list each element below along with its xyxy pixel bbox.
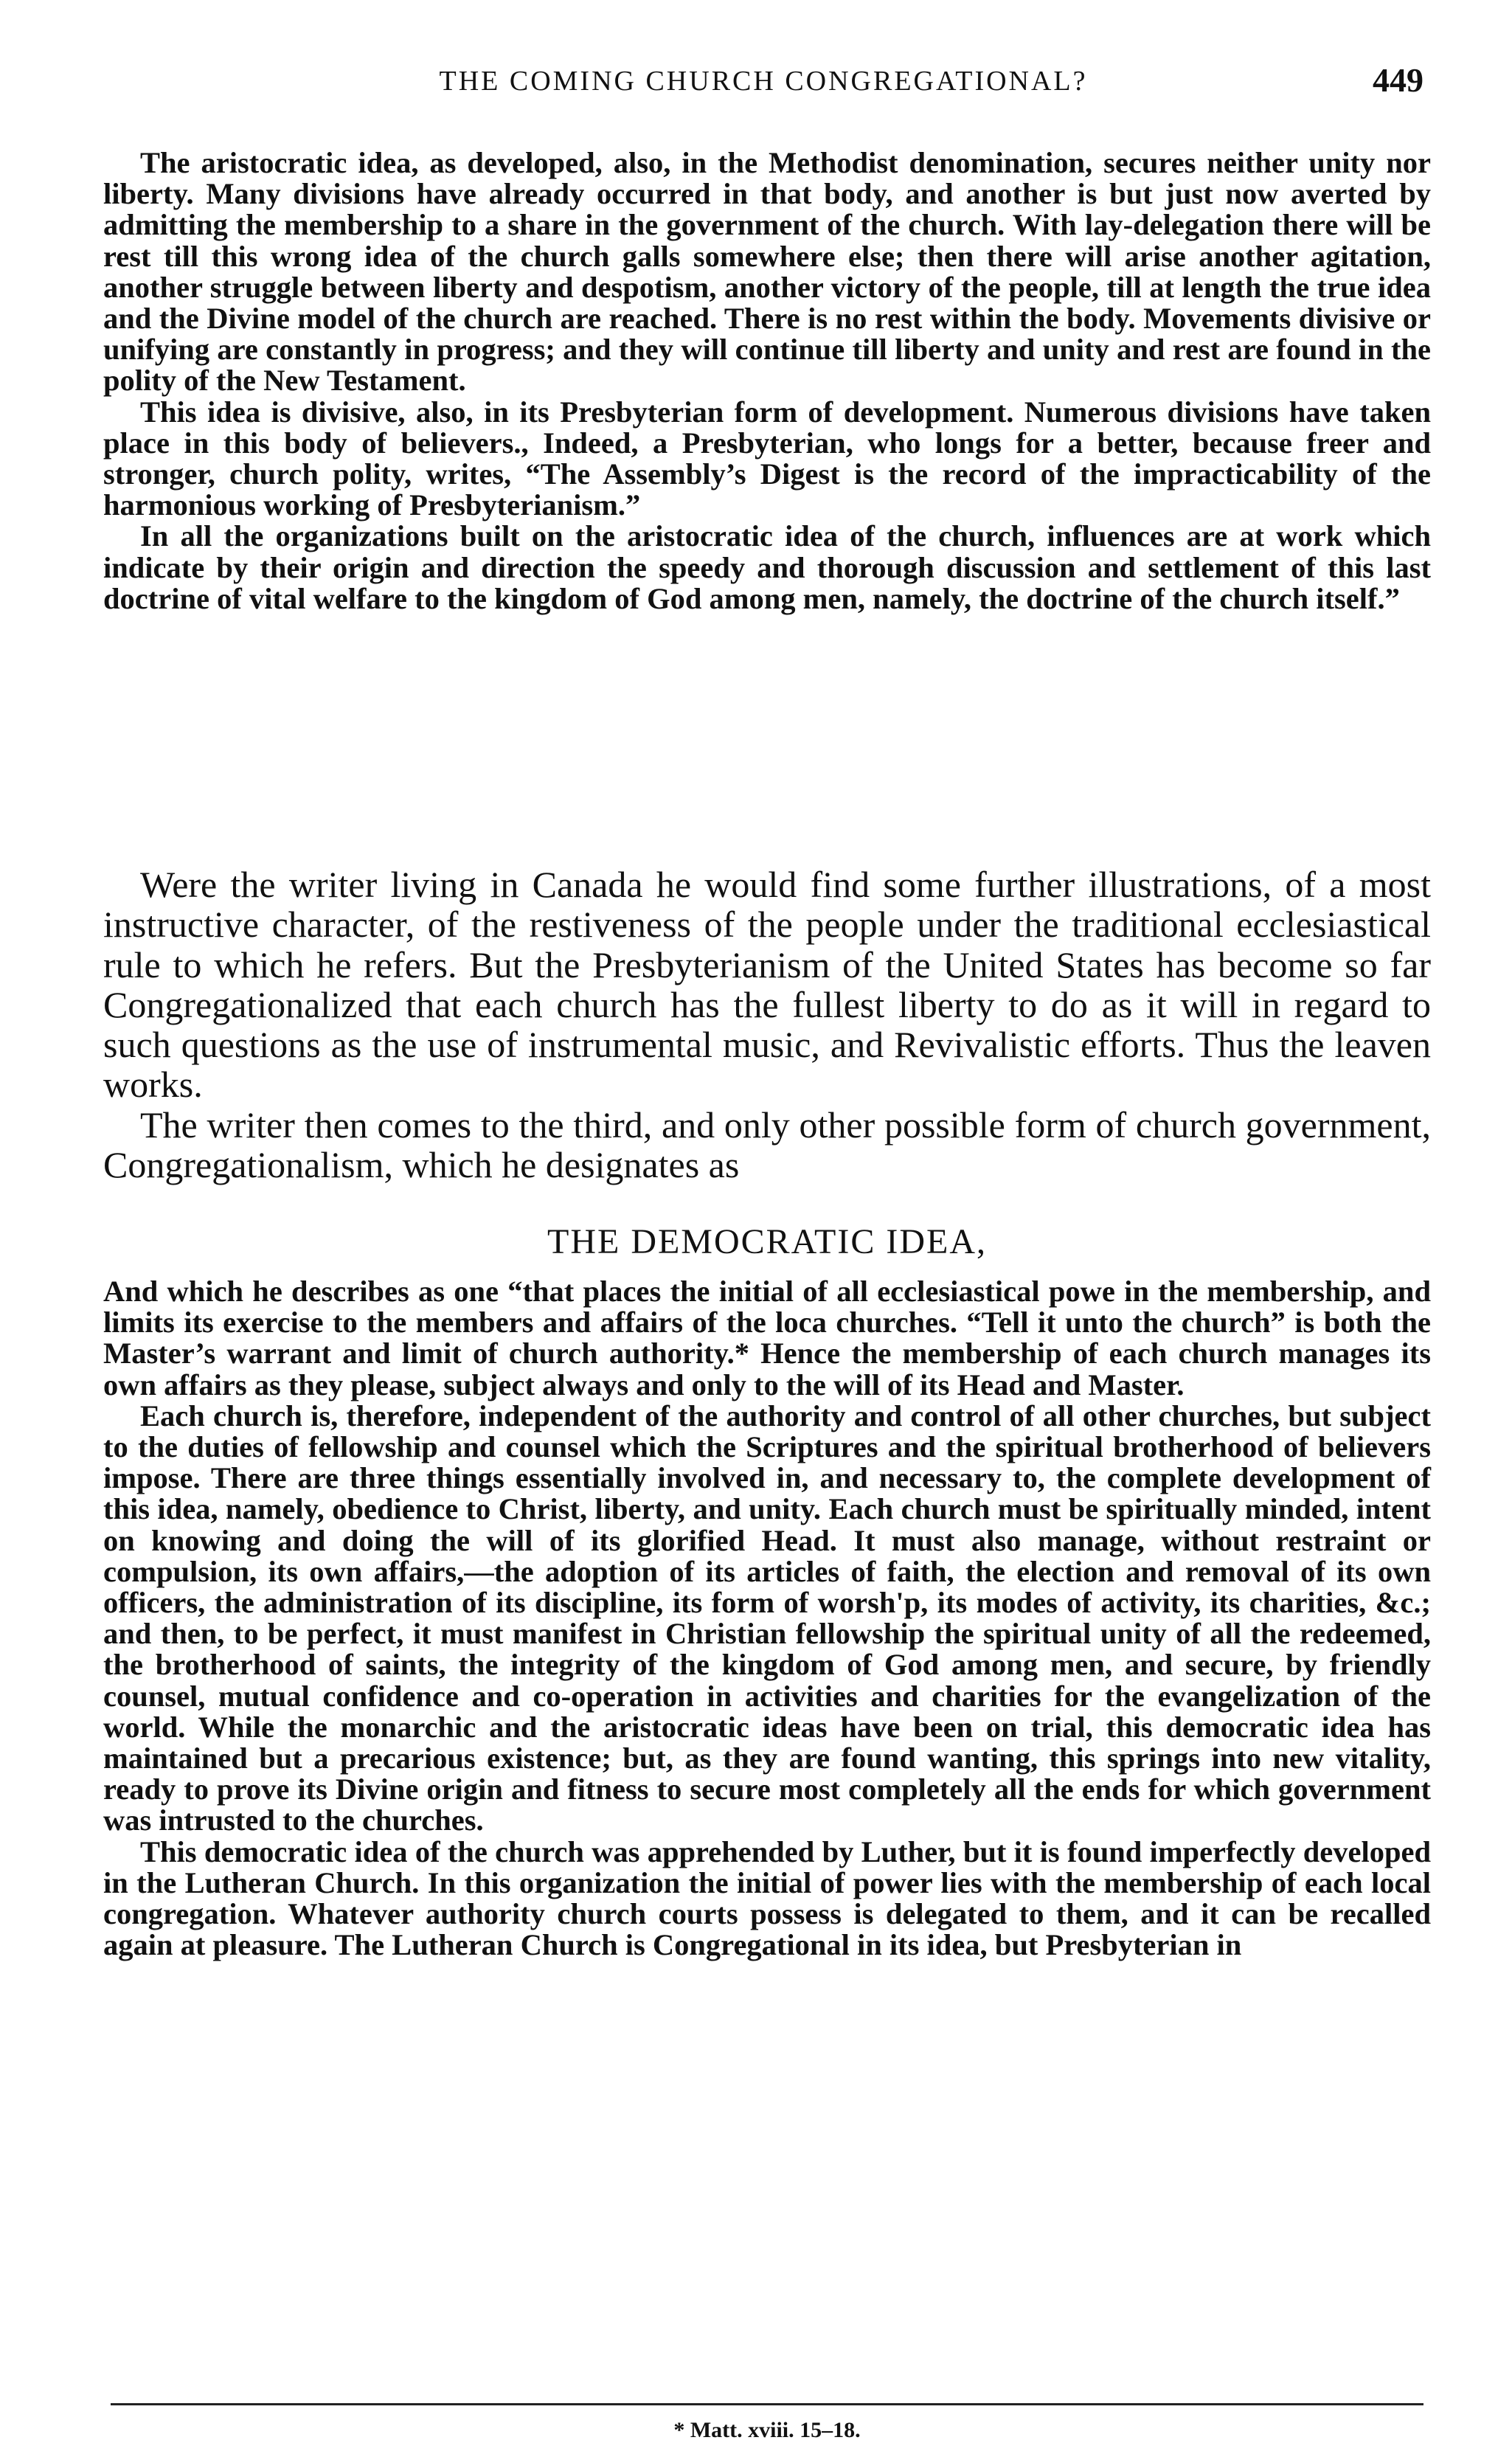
page-number: 449 [1373,61,1423,99]
section-heading: THE DEMOCRATIC IDEA, [547,1222,987,1261]
body-text [103,864,1431,1185]
body-paragraph: Were the writer living in Canada he would find some further illustrations, of a most instructive character, of the restiveness of the people under the traditional ecclesiastical rule to which he refers. But the Presbyterianism of the United States has become so far Congregationalized that each church has the fullest liberty to do as it will in regard to such questions as the use of instrumental music, and Revivalistic efforts. Thus the leaven works. [103,864,1431,1106]
footnote: * Matt. xviii. 15–18. [673,2418,861,2442]
quote-paragraph: Each church is, therefore, independent of the authority and control of all other churches, but subject to the duties of fellowship and counsel which the Scriptures and the spiritual brotherhood of believers impose. There are three things essentially involved in, and necessary to, the complete development of this idea, namely, obedience to Christ, liberty, and unity. Each church must be spiritually minded, intent on knowing and doing the will of its glorified Head. It must also manage, without restraint or compulsion, its own affairs,—the adoption of its articles of faith, the election and removal of its own officers, the administration of its discipline, its form of worsh'p, its modes of activity, its charities, &c.; and then, to be perfect, it must manifest in Christian fellowship the spiritual unity of all the redeemed, the brotherhood of saints, the integrity of the kingdom of God among men, and secure, by friendly counsel, mutual confidence and co-operation in activities and charities for the evangelization of the world. While the monarchic and the aristocratic ideas have been on trial, this democratic idea has maintained but a precarious existence; but, as they are found wanting, this springs into new vitality, ready to prove its Divine origin and fitness to secure most completely all the ends for which government was intrusted to the churches. [103,1399,1431,1837]
quote-paragraph: The aristocratic idea, as developed, also, in the Methodist denomination, secures neither unity nor liberty. Many divisions have already occurred in that body, and another is but just now averted by admitting the membership to a share in the government of the church. With lay-delegation there will be rest till this wrong idea of the church galls somewhere else; then there will arise another agitation, another struggle between liberty and despotism, another victory of the people, till at length the true idea and the Divine model of the church are reached. There is no rest within the body. Movements divisive or unifying are constantly in progress; and they will continue till liberty and unity and rest are found in the polity of the New Testament. [103,146,1431,398]
quoted-passage [103,148,1431,614]
quote-paragraph: And which he describes as one “that places the initial of all ecclesiastical powe in the membership, and limits its exercise to the members and affairs of the loca churches. “Tell it unto the church” is both the Master’s warrant and limit of church authority.* Hence the membership of each church manages its own affairs as they please, subject always and only to the will of its Head and Master. [103,1275,1431,1401]
body-paragraph: The writer then comes to the third, and only other possible form of church government, Congregationalism, which he designates as [103,1103,1431,1186]
quote-paragraph: In all the organizations built on the aristocratic idea of the church, influences are at work which indicate by their origin and direction the speedy and thorough discussion and settlement of this last doctrine of vital welfare to the kingdom of God among men, namely, the doctrine of the church itself.” [103,519,1431,615]
quote-paragraph: This democratic idea of the church was apprehended by Luther, but it is found imperfectly developed in the Lutheran Church. In this organization the initial of power lies with the membership of each local congregation. Whatever authority church courts possess is delegated to them, and it can be recalled again at pleasure. The Lutheran Church is Congregational in its idea, but Presbyterian in [103,1834,1431,1962]
running-head [103,61,1423,117]
quote-paragraph: This idea is divisive, also, in its Presbyterian form of development. Numerous divisions have taken place in this body of believers., Indeed, a Presbyterian, who longs for a better, because freer and stronger, church polity, writes, “The Assembly’s Digest is the record of the impracticability of the harmonious working of Presbyterianism.” [103,395,1431,522]
running-title: THE COMING CHURCH CONGREGATIONAL? [439,66,1088,97]
footnote-rule [111,2403,1423,2405]
quoted-passage-2 [103,1276,1431,1961]
